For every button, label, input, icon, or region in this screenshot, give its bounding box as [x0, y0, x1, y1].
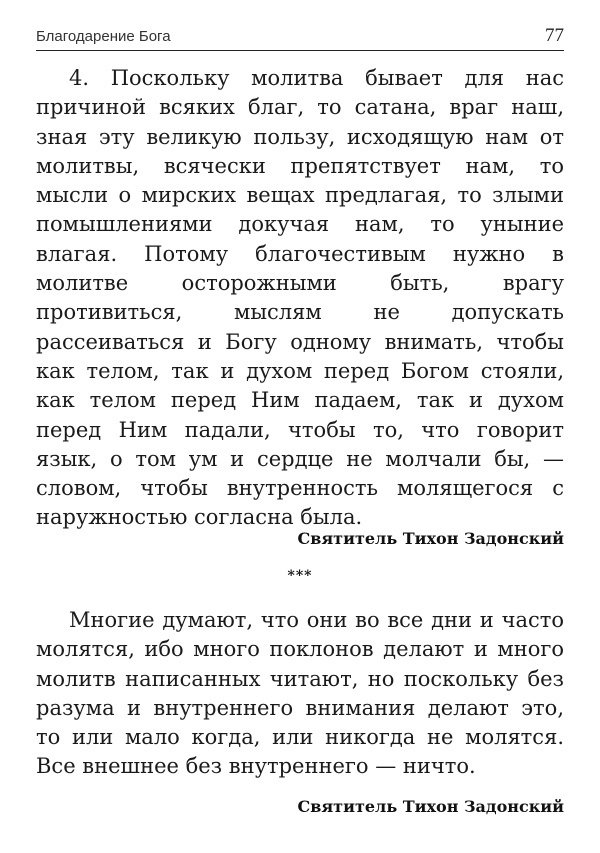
page-header	[36, 20, 564, 51]
quote-text: 4. Поскольку молитва бывает для нас причиной всяких благ, то сатана, враг наш, зная эту великую пользу, исходящую нам от молитвы, всячески препятствует нам, то мысли о мирских вещах предлагая, то злыми помышлениями докучая нам, то уныние влагая. Потому благочестивым нужно в молитве осторожными быть, врагу противиться, мыслям не допускать рассеиваться и Богу одному внимать, чтобы как телом, так и духом перед Богом стояли, как телом перед Ним падаем, так и духом перед Ним падали, чтобы то, что говорит язык, о том ум и сердце не молчали бы, — словом, чтобы внутренность молящегося с наружностью согласна была.	[36, 66, 564, 530]
page-number: 77	[545, 25, 564, 46]
running-title: Благодарение Бога	[36, 28, 171, 45]
quote-text: Многие думают, что они во все дни и часто молятся, ибо много поклонов делают и много молитв написанных читают, но поскольку без разума и внутреннего внимания делают это, то или мало когда, или никогда не молятся. Все внешнее без внутреннего — ничто.	[36, 608, 564, 779]
quote-author: Святитель Тихон Задонский	[297, 529, 564, 548]
quote-author: Святитель Тихон Задонский	[297, 797, 564, 816]
section-separator: ***	[287, 568, 313, 584]
